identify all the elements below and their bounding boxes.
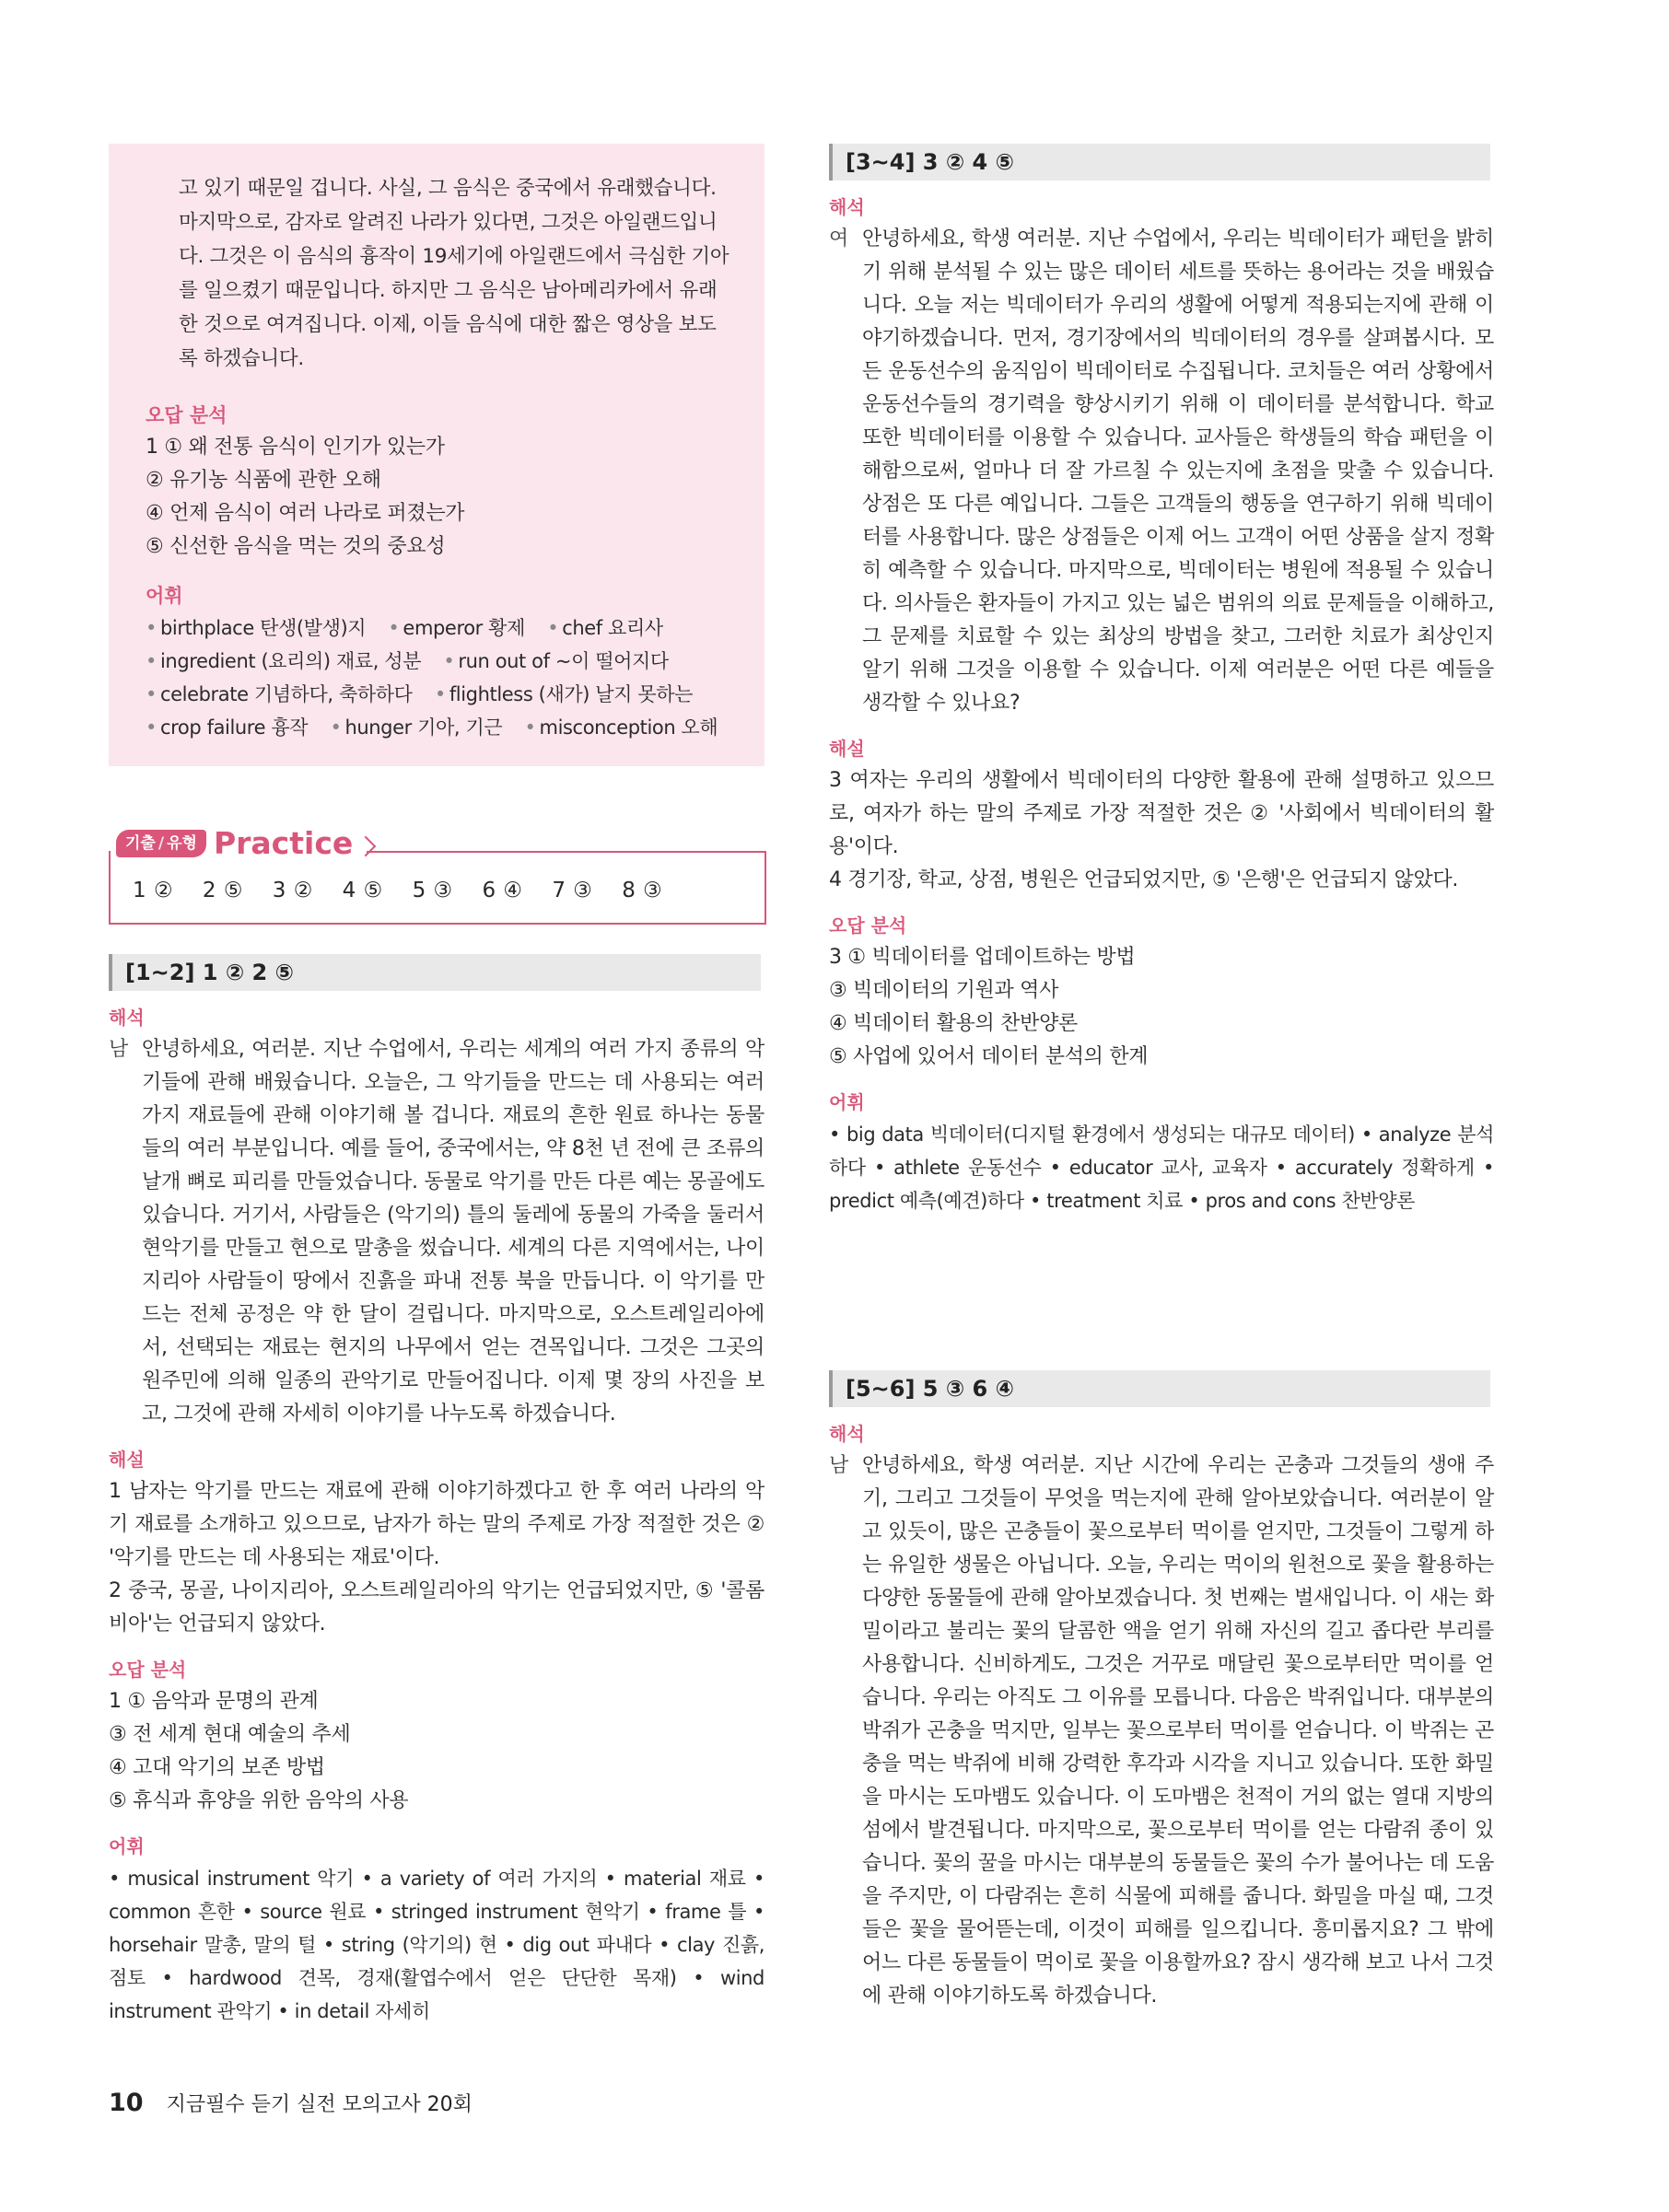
wrong-item: 1 ① 왜 전통 음식이 인기가 있는가 — [146, 436, 445, 459]
explanation-label: 해설 — [109, 1449, 145, 1471]
wrong-analysis-label: 오답 분석 — [109, 1659, 187, 1681]
page-footer — [109, 2089, 473, 2117]
book-title: 지금필수 듣기 실전 모의고사 20회 — [166, 2093, 473, 2116]
explanation-1: 3 여자는 우리의 생활에서 빅데이터의 다양한 활용에 관해 설명하고 있으므로, 여자가 하는 말의 주제로 가장 적절한 것은 ② '사회에서 빅데이터의 활용'이다. — [829, 769, 1494, 858]
wrong-item: ⑤ 신선한 음식을 먹는 것의 중요성 — [146, 535, 446, 558]
page-number: 10 — [109, 2089, 144, 2117]
vocab-line: • ingredient (요리의) 재료, 성분 • run out of ~이 떨어지다 — [146, 650, 669, 672]
wrong-item: ④ 고대 악기의 보존 방법 — [109, 1756, 325, 1779]
vocab-label: 어휘 — [109, 1835, 145, 1857]
section-1-2-body — [109, 1002, 764, 2028]
vocab-line: • celebrate 기념하다, 축하하다 • flightless (새가) 날지 못하는 — [146, 683, 693, 705]
transcript-text: 안녕하세요, 여러분. 지난 수업에서, 우리는 세계의 여러 가지 종류의 악기들에 관해 배웠습니다. 오늘은, 그 악기들을 만드는 데 사용되는 여러 가지 재료들에 관해 이야기해 볼 겁니다. 재료의 흔한 원료 하나는 동물들의 여러 부분입니다. 예를 들어, 중국에서는, 약 8천 년 전에 큰 조류의 날개 뼈로 피리를 만들었습니다. 동물로 악기를 만든 다른 예는 몽골에도 있습니다. 거기서, 사람들은 (악기의) 틀의 둘레에 동물의 가죽을 둘러서 현악기를 만들고 현으로 말총을 썼습니다. 세계의 다른 지역에서는, 나이지리아 사람들이 땅에서 진흙을 파내 전통 북을 만듭니다. 이 악기를 만드는 전체 공정은 약 한 달이 걸립니다. 마지막으로, 오스트레일리아에서, 선택되는 재료는 현지의 나무에서 얻는 견목입니다. 그것은 그곳의 원주민에 의해 일종의 관악기로 만들어집니다. 이제 몇 장의 사진을 보고, 그것에 관해 자세히 이야기를 나누도록 하겠습니다. — [142, 1038, 764, 1426]
explanation-2: 2 중국, 몽골, 나이지리아, 오스트레일리아의 악기는 언급되었지만, ⑤ '콜롬비아'는 언급되지 않았다. — [109, 1579, 764, 1636]
transcript — [829, 223, 1494, 720]
speaker-label: 남 — [829, 1454, 849, 1477]
section-3-4-body — [829, 192, 1494, 1217]
transcript-text: 안녕하세요, 학생 여러분. 지난 수업에서, 우리는 빅데이터가 패턴을 밝히기 위해 분석될 수 있는 많은 데이터 세트를 뜻하는 용어라는 것을 배웠습니다. 오늘 저는 빅데이터가 우리의 생활에 어떻게 적용되는지에 관해 이야기하겠습니다. 먼저, 경기장에서의 빅데이터의 경우를 살펴봅시다. 모든 운동선수의 움직임이 빅데이터로 수집됩니다. 코치들은 여러 상황에서 운동선수들의 경기력을 향상시키기 위해 이 데이터를 분석합니다. 학교 또한 빅데이터를 이용할 수 있습니다. 교사들은 학생들의 학습 패턴을 이해함으로써, 얼마나 더 잘 가르칠 수 있는지에 초점을 맞출 수 있습니다. 상점은 또 다른 예입니다. 그들은 고객들의 행동을 연구하기 위해 빅데이터를 사용합니다. 많은 상점들은 이제 어느 고객이 어떤 상품을 살지 정확히 예측할 수 있습니다. 마지막으로, 빅데이터는 병원에 적용될 수 있습니다. 의사들은 환자들이 가지고 있는 넓은 범위의 의료 문제들을 이해하고, 그 문제를 치료할 수 있는 최상의 방법을 찾고, 그러한 치료가 최상인지 알기 위해 그것을 이용할 수 있습니다. 이제 여러분은 어떤 다른 예들을 생각할 수 있나요? — [862, 227, 1494, 715]
section-header-3-4: [3~4] 3 ② 4 ⑤ — [829, 144, 1490, 180]
explanation-label: 해설 — [829, 738, 865, 760]
wrong-item: ③ 전 세계 현대 예술의 추세 — [109, 1723, 351, 1746]
summary-box — [109, 144, 764, 766]
translation-label: 해석 — [109, 1007, 145, 1029]
explanation-2: 4 경기장, 학교, 상점, 병원은 언급되었지만, ⑤ '은행'은 언급되지 않았다. — [829, 868, 1459, 891]
wrong-item: ⑤ 휴식과 휴양을 위한 음악의 사용 — [109, 1789, 409, 1812]
practice-heading: Practice — [213, 825, 354, 861]
section-header-1-2: [1~2] 1 ② 2 ⑤ — [109, 954, 761, 991]
wrong-item: ③ 빅데이터의 기원과 역사 — [829, 979, 1059, 1002]
practice-tag: 기출 / 유형 — [116, 830, 206, 857]
vocab-text: • musical instrument 악기 • a variety of 여러 가지의 • material 재료 • common 흔한 • source 원료 • stringed instrument 현악기 • frame 틀 • horsehair 말총, 말의 털 • string (악기의) 현 • dig out 파내다 • clay 진흙, 점토 • hardwood 견목, 경재(활엽수에서 얻은 단단한 목재) • wind instrument 관악기 • in detail 자세히 — [109, 1868, 764, 2022]
practice-answers-box — [109, 851, 766, 925]
vocab-text: • big data 빅데이터(디지털 환경에서 생성되는 대규모 데이터) • analyze 분석하다 • athlete 운동선수 • educator 교사, 교육자 • accurately 정확하게 • predict 예측(예견)하다 • treatment 치료 • pros and cons 찬반양론 — [829, 1123, 1494, 1212]
wrong-item: 1 ① 음악과 문명의 관계 — [109, 1690, 319, 1713]
transcript — [109, 1033, 764, 1431]
wrong-item: 3 ① 빅데이터를 업데이트하는 방법 — [829, 946, 1136, 969]
explanation-1: 1 남자는 악기를 만드는 재료에 관해 이야기하겠다고 한 후 여러 나라의 악기 재료를 소개하고 있으므로, 남자가 하는 말의 주제로 가장 적절한 것은 ② '악기를 만드는 데 사용되는 재료'이다. — [109, 1480, 764, 1569]
wrong-analysis-label: 오답 분석 — [146, 404, 228, 426]
chevron-icon — [356, 835, 377, 856]
speaker-label: 남 — [109, 1038, 129, 1061]
transcript-text: 안녕하세요, 학생 여러분. 지난 시간에 우리는 곤충과 그것들의 생애 주기, 그리고 그것들이 무엇을 먹는지에 관해 알아보았습니다. 여러분이 알고 있듯이, 많은 곤충들이 꽃으로부터 먹이를 얻지만, 그것들이 그렇게 하는 유일한 생물은 아닙니다. 오늘, 우리는 먹이의 원천으로 꽃을 활용하는 다양한 동물들에 관해 알아보겠습니다. 첫 번째는 벌새입니다. 이 새는 화밀이라고 불리는 꽃의 달콤한 액을 얻기 위해 자신의 길고 좁다란 부리를 사용합니다. 신비하게도, 그것은 거꾸로 매달린 꽃으로부터만 먹이를 얻습니다. 우리는 아직도 그 이유를 모릅니다. 다음은 박쥐입니다. 대부분의 박쥐가 곤충을 먹지만, 일부는 꽃으로부터 먹이를 얻습니다. 이 박쥐는 곤충을 먹는 박쥐에 비해 강력한 후각과 시각을 지니고 있습니다. 또한 화밀을 마시는 도마뱀도 있습니다. 이 도마뱀은 천적이 거의 없는 열대 지방의 섬에서 발견됩니다. 마지막으로, 꽃으로부터 먹이를 얻는 다람쥐 종이 있습니다. 꽃의 꿀을 마시는 대부분의 동물들은 꽃의 수가 불어나는 데 도움을 주지만, 이 다람쥐는 흔히 식물에 피해를 줍니다. 화밀을 마실 때, 그것들은 꽃을 물어뜯는데, 이것이 피해를 일으킵니다. 흥미롭지요? 그 밖에 어느 다른 동물들이 먹이로 꽃을 이용할까요? 잠시 생각해 보고 나서 그것에 관해 이야기하도록 하겠습니다. — [862, 1454, 1494, 2008]
translation-label: 해석 — [829, 1423, 865, 1445]
practice-title — [116, 825, 373, 861]
wrong-item: ⑤ 사업에 있어서 데이터 분석의 한계 — [829, 1045, 1149, 1068]
practice-answers: 1 ② 2 ⑤ 3 ② 4 ⑤ 5 ③ 6 ④ 7 ③ 8 ③ — [133, 879, 663, 902]
vocab-line: • crop failure 흉작 • hunger 기아, 기근 • misconception 오해 — [146, 716, 718, 739]
wrong-item: ④ 빅데이터 활용의 찬반양론 — [829, 1012, 1078, 1035]
transcript — [829, 1449, 1494, 2013]
wrong-item: ② 유기농 식품에 관한 오해 — [146, 469, 381, 492]
wrong-analysis-label: 오답 분석 — [829, 914, 907, 937]
section-5-6-body — [829, 1418, 1494, 2013]
vocab-label: 어휘 — [829, 1091, 865, 1113]
translation-label: 해석 — [829, 196, 865, 218]
speaker-label: 여 — [829, 227, 849, 250]
translation-tail: 고 있기 때문일 겁니다. 사실, 그 음식은 중국에서 유래했습니다. 마지막으로, 감자로 알려진 나라가 있다면, 그것은 아일랜드입니다. 그것은 이 음식의 흉작이 19세기에 아일랜드에서 극심한 기아를 일으켰기 때문입니다. 하지만 그 음식은 남아메리카에서 유래한 것으로 여겨집니다. 이제, 이들 음식에 대한 짧은 영상을 보도록 하겠습니다. — [179, 177, 729, 370]
section-header-5-6: [5~6] 5 ③ 6 ④ — [829, 1370, 1490, 1407]
vocab-line: • birthplace 탄생(발생)지 • emperor 황제 • chef 요리사 — [146, 617, 663, 639]
vocab-label: 어휘 — [146, 585, 183, 607]
wrong-item: ④ 언제 음식이 여러 나라로 퍼졌는가 — [146, 502, 465, 525]
